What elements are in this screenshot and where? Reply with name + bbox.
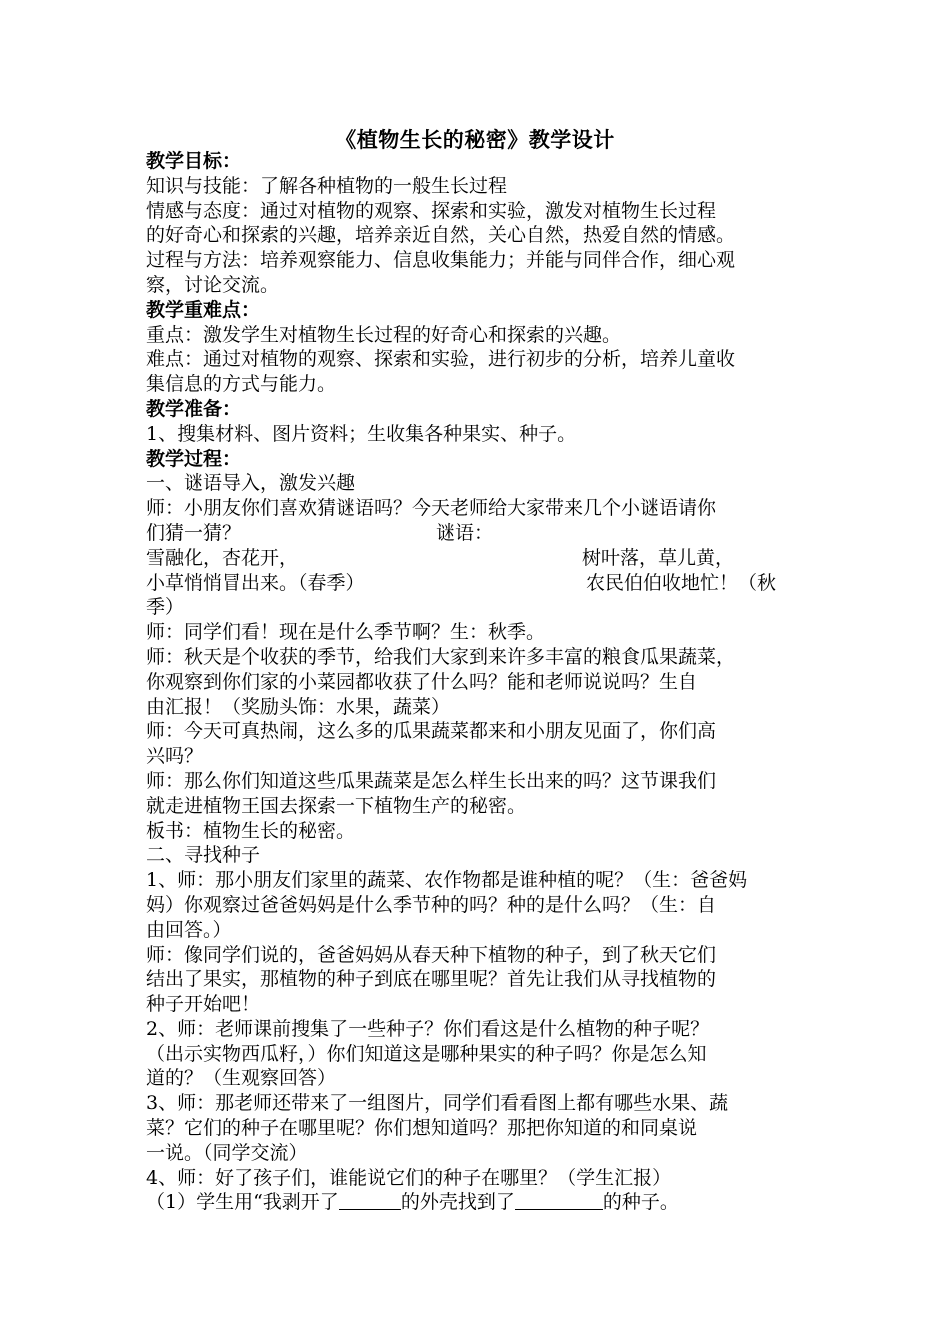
paragraph-line: 难点：通过对植物的观察、探索和实验，进行初步的分析，培养儿童收 bbox=[146, 348, 736, 371]
paragraph-line: 1、搜集材料、图片资料；生收集各种果实、种子。 bbox=[146, 422, 577, 445]
section-heading-preparation: 教学准备： bbox=[146, 397, 242, 420]
riddle-1-line-2: 小草悄悄冒出来。（春季） bbox=[146, 571, 365, 594]
riddle-2-line-1: 树叶落，草儿黄， bbox=[582, 546, 735, 569]
paragraph-line: 板书：植物生长的秘密。 bbox=[146, 819, 356, 842]
paragraph-line: 师：同学们看！现在是什么季节啊？生：秋季。 bbox=[146, 621, 546, 644]
paragraph-line: 察，讨论交流。 bbox=[146, 273, 280, 296]
paragraph-line: 师：秋天是个收获的季节，给我们大家到来许多丰富的粮食瓜果蔬菜， bbox=[146, 645, 736, 668]
paragraph-line: 兴吗？ bbox=[146, 745, 204, 768]
paragraph-line: 道的？（生观察回答） bbox=[146, 1067, 337, 1090]
paragraph-line: 过程与方法：培养观察能力、信息收集能力；并能与同伴合作，细心观 bbox=[146, 249, 736, 272]
fill-in-blank bbox=[515, 1190, 603, 1210]
riddle-2-line-3: 季） bbox=[146, 596, 185, 619]
paragraph-line: 重点：激发学生对植物生长过程的好奇心和探索的兴趣。 bbox=[146, 323, 622, 346]
text-fragment: （1）学生用“我剥开了 bbox=[146, 1191, 339, 1214]
fill-in-sentence bbox=[146, 1190, 814, 1215]
paragraph-line: 情感与态度：通过对植物的观察、探索和实验，激发对植物生长过程 bbox=[146, 199, 717, 222]
paragraph-line: 一说。（同学交流） bbox=[146, 1141, 308, 1164]
paragraph-line: 2、师：老师课前搜集了一些种子？你们看这是什么植物的种子呢？ bbox=[146, 1017, 710, 1040]
paragraph-line: 由回答。） bbox=[146, 918, 232, 941]
paragraph-line: 菜？它们的种子在哪里呢？你们想知道吗？那把你知道的和同桌说 bbox=[146, 1117, 698, 1140]
paragraph-line: 4、师：好了孩子们，谁能说它们的种子在哪里？（学生汇报） bbox=[146, 1166, 672, 1189]
paragraph-line: 师：小朋友你们喜欢猜谜语吗？今天老师给大家带来几个小谜语请你 bbox=[146, 497, 717, 520]
subsection-title: 一、谜语导入，激发兴趣 bbox=[146, 472, 356, 495]
paragraph-line: 师：那么你们知道这些瓜果蔬菜是怎么样生长出来的吗？这节课我们 bbox=[146, 769, 717, 792]
paragraph-line: 知识与技能：了解各种植物的一般生长过程 bbox=[146, 174, 508, 197]
riddle-row bbox=[146, 571, 814, 596]
paragraph-line: 的好奇心和探索的兴趣，培养亲近自然，关心自然，热爱自然的情感。 bbox=[146, 224, 736, 247]
paragraph-line: 你观察到你们家的小菜园都收获了什么吗？能和老师说说吗？生自 bbox=[146, 670, 698, 693]
paragraph-line: 集信息的方式与能力。 bbox=[146, 373, 337, 396]
paragraph-line: 种子开始吧！ bbox=[146, 993, 261, 1016]
riddle-row bbox=[146, 546, 814, 571]
paragraph-line: （出示实物西瓜籽，）你们知道这是哪种果实的种子吗？你是怎么知 bbox=[146, 1042, 707, 1065]
paragraph-line: 就走进植物王国去探索一下植物生产的秘密。 bbox=[146, 794, 527, 817]
section-heading-key-points: 教学重难点： bbox=[146, 298, 261, 321]
paragraph-line: 3、师：那老师还带来了一组图片，同学们看看图上都有哪些水果、蔬 bbox=[146, 1092, 729, 1115]
riddle-label: 谜语： bbox=[436, 521, 494, 544]
document-title: 《植物生长的秘密》教学设计 bbox=[335, 128, 615, 152]
paragraph-line: 结出了果实，那植物的种子到底在哪里呢？首先让我们从寻找植物的 bbox=[146, 968, 717, 991]
text-fragment: 的外壳找到了 bbox=[400, 1191, 515, 1214]
paragraph-line: 1、师：那小朋友们家里的蔬菜、农作物都是谁种植的呢？（生：爸爸妈 bbox=[146, 869, 748, 892]
paragraph-line: 妈）你观察过爸爸妈妈是什么季节种的吗？种的是什么吗？（生：自 bbox=[146, 893, 717, 916]
riddle-2-line-2: 农民伯伯收地忙！（秋 bbox=[586, 571, 777, 594]
paragraph-line: 师：像同学们说的，爸爸妈妈从春天种下植物的种子，到了秋天它们 bbox=[146, 943, 717, 966]
fill-in-blank bbox=[339, 1190, 401, 1210]
paragraph-line: 师：今天可真热闹，这么多的瓜果蔬菜都来和小朋友见面了，你们高 bbox=[146, 720, 717, 743]
section-heading-process: 教学过程： bbox=[146, 447, 242, 470]
paragraph-line: 由汇报！（奖励头饰：水果，蔬菜） bbox=[146, 695, 451, 718]
text-fragment: 的种子。 bbox=[602, 1191, 679, 1214]
document-body bbox=[146, 149, 814, 1215]
subsection-title: 二、寻找种子 bbox=[146, 844, 261, 867]
paragraph-line bbox=[146, 521, 814, 546]
section-heading-goals: 教学目标： bbox=[146, 150, 242, 172]
text-fragment: 们猜一猜？ bbox=[146, 521, 242, 544]
riddle-1-line-1: 雪融化，杏花开， bbox=[146, 546, 299, 569]
